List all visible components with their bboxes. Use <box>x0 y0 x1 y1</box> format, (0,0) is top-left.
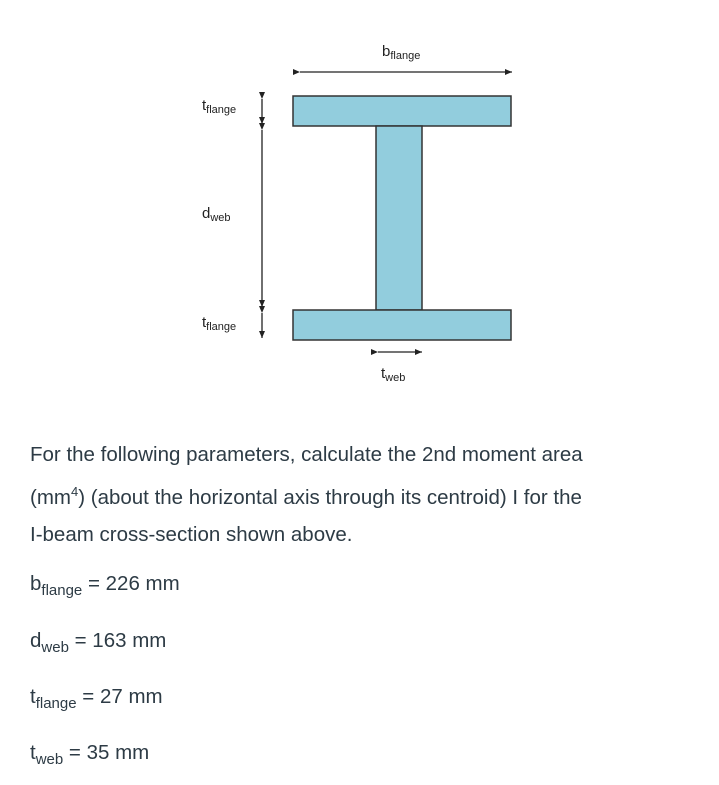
question-line-1: For the following parameters, calculate the 2nd moment area <box>30 443 583 466</box>
t-flange-top-label: $t_{flange}$ <box>202 97 237 116</box>
t-flange-bottom-label: $t_{flange}$ <box>202 314 237 333</box>
param-d-web: $d_{web} = 163$ mm <box>30 629 167 656</box>
question-line-2-post: ) (about the horizontal axis through its centroid) I for the <box>78 485 582 509</box>
bottom-flange <box>293 310 511 340</box>
question-text <box>30 436 700 553</box>
question-line-2-pre: (mm <box>30 485 71 509</box>
question-line-3: I-beam cross-section shown above. <box>30 522 353 546</box>
param-b-flange: $b_{flange} = 226$ mm <box>30 572 180 599</box>
b-flange-label: $b_{flange}$ <box>382 43 421 62</box>
top-flange <box>293 96 511 126</box>
web <box>376 126 422 310</box>
param-t-flange: $t_{flange} = 27$ mm <box>30 685 163 712</box>
d-web-label: $d_{web}$ <box>202 205 231 224</box>
t-web-label: $t_{web}$ <box>381 365 406 384</box>
param-t-web: $t_{web} = 35$ mm <box>30 741 150 768</box>
question-line-2-sup: 4 <box>70 484 79 499</box>
